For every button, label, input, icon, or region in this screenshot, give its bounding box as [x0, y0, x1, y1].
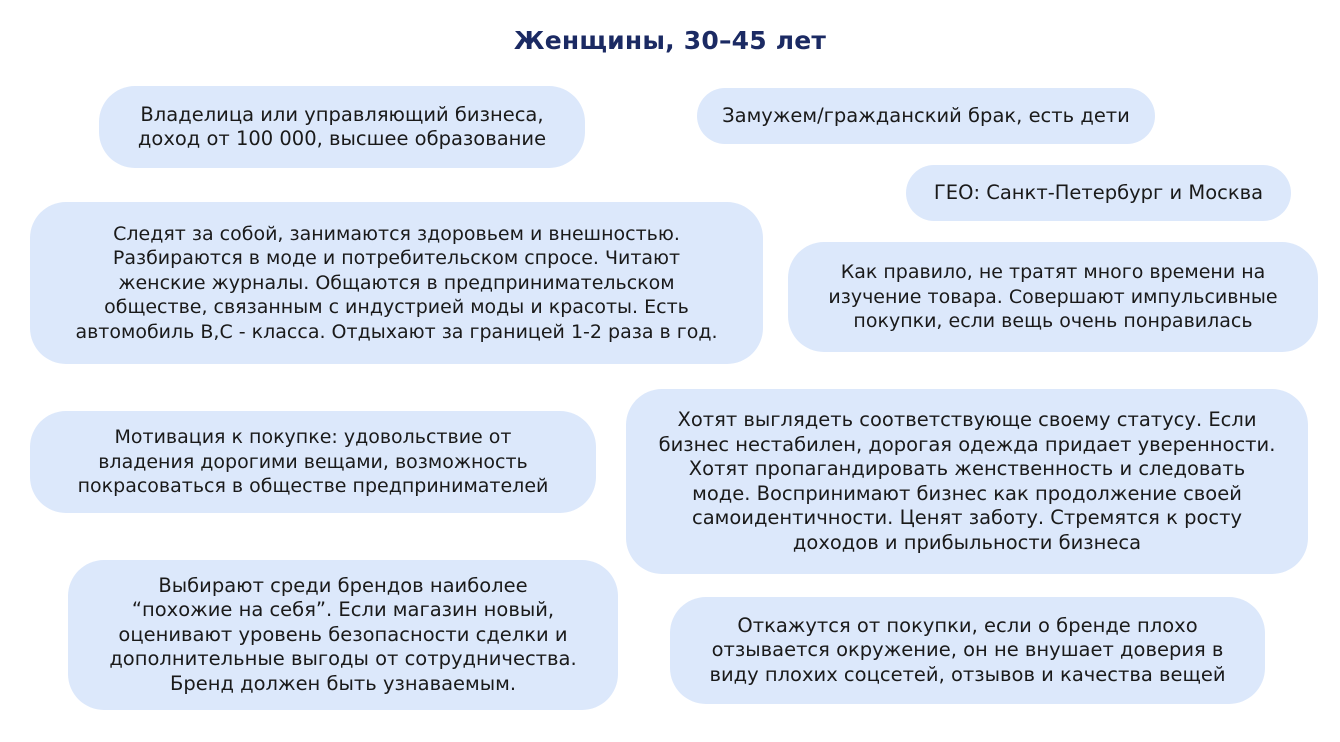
card-line: отзывается окружение, он не внушает доверия в [711, 638, 1224, 662]
card-line: Хотят выглядеть соответствующе своему статусу. Если [677, 408, 1257, 431]
card-line: Следят за собой, занимаются здоровьем и внешностью. [113, 222, 680, 245]
card-line: Разбираются в моде и потребительском спросе. Читают [112, 247, 681, 270]
card-status-values [626, 389, 1308, 574]
card-purchase-behavior [788, 242, 1318, 352]
page-title: Женщины, 30–45 лет [513, 26, 827, 55]
card-text [828, 260, 1277, 334]
card-line: покупки, если вещь очень понравилась [853, 310, 1253, 333]
card-line: Откажутся от покупки, если о бренде плохо [737, 613, 1198, 637]
card-text [138, 103, 546, 152]
card-line: автомобиль В,С - класса. Отдыхают за границей 1-2 раза в год. [75, 320, 718, 343]
card-line: изучение товара. Совершают импульсивные [828, 285, 1278, 308]
card-line: покрасоваться в обществе предпринимателей [77, 475, 549, 498]
card-text [934, 181, 1263, 206]
card-line: владения дорогими вещами, возможность [98, 450, 528, 473]
card-purchase-motivation [30, 411, 596, 513]
card-line: женские журналы. Общаются в предпринимательском [118, 271, 675, 294]
card-line: “похожие на себя”. Если магазин новый, [131, 598, 555, 622]
card-line: доходов и прибыльности бизнеса [792, 530, 1142, 554]
card-text [109, 574, 576, 697]
card-line: самоидентичности. Ценят заботу. Стремятся к росту [691, 506, 1243, 529]
card-line: Замужем/гражданский брак, есть дети [722, 103, 1130, 127]
card-text [75, 222, 717, 345]
card-text [709, 614, 1225, 688]
card-brand-choice [68, 560, 618, 710]
card-line: Выбирают среди брендов наиболее [158, 573, 528, 597]
card-business-income-education [99, 86, 585, 168]
card-family-status [697, 88, 1155, 144]
card-line: обществе, связанным с индустрией моды и красоты. Есть [104, 296, 689, 319]
card-line: бизнес нестабилен, дорогая одежда придает уверенности. [658, 432, 1276, 456]
card-purchase-barriers [670, 597, 1265, 704]
card-geo [906, 165, 1291, 221]
card-line: виду плохих соцсетей, отзывов и качества вещей [709, 662, 1226, 686]
card-text [722, 104, 1130, 129]
card-text [659, 408, 1276, 555]
card-line: моде. Воспринимают бизнес как продолжение своей [692, 481, 1242, 505]
card-text [78, 425, 549, 499]
card-line: ГЕО: Санкт-Петербург и Москва [933, 180, 1264, 204]
card-lifestyle [30, 202, 763, 364]
card-line: Как правило, не тратят много времени на [840, 261, 1266, 284]
card-line: оценивают уровень безопасности сделки и [118, 622, 568, 646]
card-line: дополнительные выгоды от сотрудничества. [109, 647, 577, 671]
card-line: Владелица или управляющий бизнеса, [140, 102, 544, 126]
card-line: Хотят пропагандировать женственность и следовать [688, 457, 1246, 480]
card-line: Бренд должен быть узнаваемым. [169, 671, 517, 695]
card-line: Мотивация к покупке: удовольствие от [114, 426, 512, 449]
card-line: доход от 100 000, высшее образование [137, 127, 547, 150]
